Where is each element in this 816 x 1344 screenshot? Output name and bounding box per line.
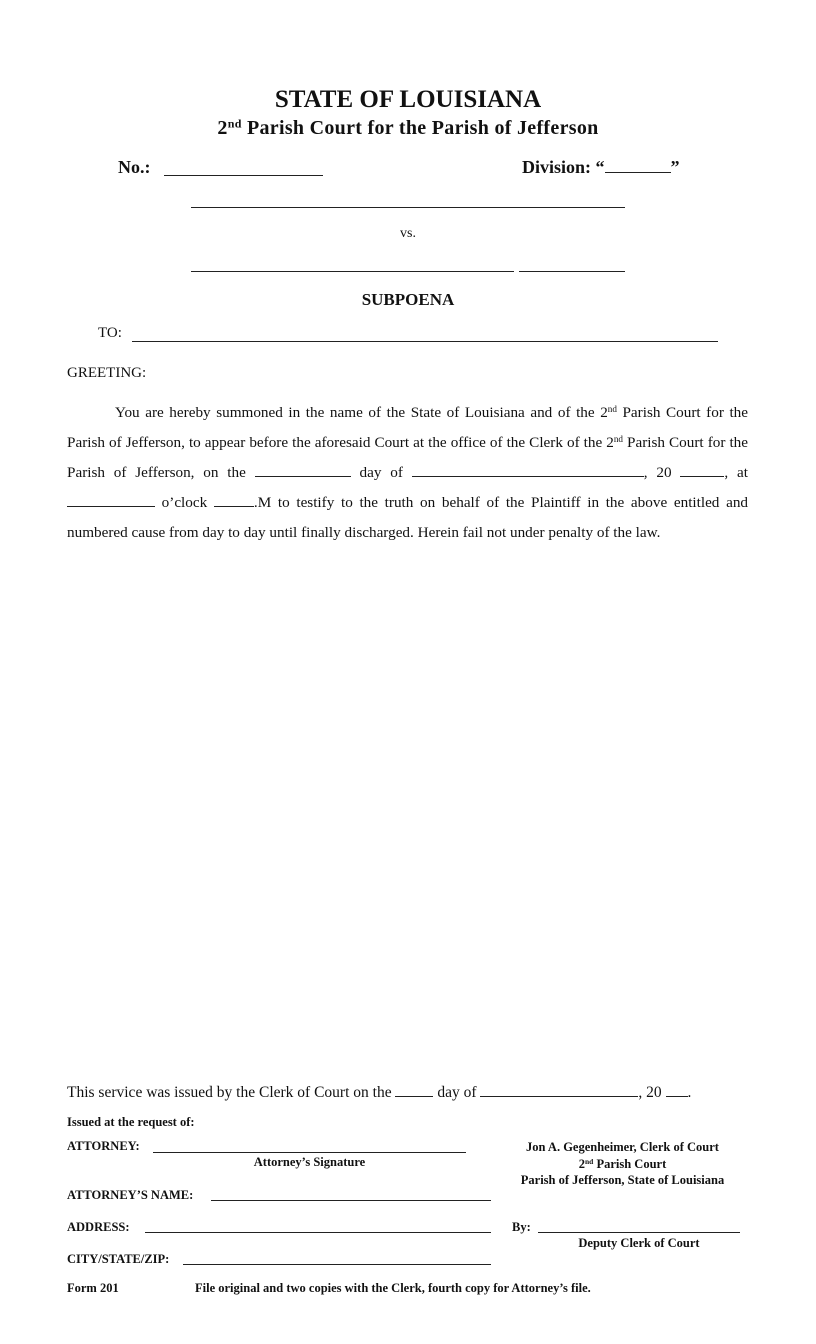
address-field[interactable] [145, 1232, 491, 1233]
clerk-parish: Parish of Jefferson, State of Louisiana [520, 1173, 725, 1187]
document-title: SUBPOENA [361, 290, 455, 309]
defendant-field[interactable] [191, 271, 514, 272]
deputy-clerk-caption: Deputy Clerk of Court [578, 1236, 700, 1250]
court-ordinal-suffix: nd [227, 116, 242, 131]
case-number-label: No.: [118, 157, 151, 177]
attorney-signature-field[interactable] [153, 1152, 466, 1153]
attorney-name-label: ATTORNEY’S NAME: [67, 1188, 194, 1202]
division-field[interactable] [605, 158, 671, 173]
court-name: Parish Court for the Parish of Jefferson [241, 117, 599, 139]
case-number-field[interactable] [164, 175, 323, 176]
appear-year-field[interactable] [680, 464, 724, 477]
court-title [0, 117, 816, 140]
to-field[interactable] [132, 341, 718, 342]
service-year-field[interactable] [666, 1084, 688, 1097]
form-number: Form 201 [67, 1281, 119, 1295]
service-statement: This service was issued by the Clerk of Court on the day of , 20 . [67, 1084, 692, 1101]
appear-time-field[interactable] [67, 494, 155, 507]
appear-month-field[interactable] [412, 464, 644, 477]
attorney-signature-caption: Attorney’s Signature [253, 1155, 366, 1169]
plaintiff-field[interactable] [191, 207, 625, 208]
deputy-clerk-signature-field[interactable] [538, 1232, 740, 1233]
city-state-zip-field[interactable] [183, 1264, 491, 1265]
court-ordinal: 2 [217, 117, 228, 139]
city-state-zip-label: CITY/STATE/ZIP: [67, 1252, 170, 1266]
by-label: By: [512, 1220, 531, 1234]
division-label: Division: “ ” [522, 157, 680, 177]
address-label: ADDRESS: [67, 1220, 130, 1234]
clerk-court: 2nd Parish Court [578, 1156, 667, 1171]
attorney-label: ATTORNEY: [67, 1139, 140, 1153]
vs-label: vs. [400, 226, 416, 241]
issued-request-label: Issued at the request of: [67, 1115, 195, 1129]
to-label: TO: [98, 325, 122, 341]
attorney-name-field[interactable] [211, 1200, 491, 1201]
state-title: STATE OF LOUISIANA [274, 86, 542, 113]
filing-instructions: File original and two copies with the Clerk, fourth copy for Attorney’s file. [195, 1281, 591, 1295]
clerk-block [500, 1139, 745, 1189]
defendant-extra-field[interactable] [519, 271, 625, 272]
clerk-name: Jon A. Gegenheimer, Clerk of Court [526, 1140, 719, 1154]
service-day-field[interactable] [395, 1084, 433, 1097]
greeting-label: GREETING: [67, 365, 147, 381]
service-month-field[interactable] [480, 1084, 638, 1097]
appear-day-field[interactable] [255, 464, 351, 477]
summons-paragraph: You are hereby summoned in the name of the State of Louisiana and of the 2nd Parish Court for the Parish of Jefferson, to appear before the aforesaid Court at the office of the Clerk of the 2nd Parish Court for the Parish of Jefferson, on the day of , 20 , at o’clock .M to testify to the truth on behalf of the Plaintiff in the above entitled and numbered cause from day to day until finally discharged. Herein fail not under penalty of the law. [67, 403, 749, 541]
appear-ampm-field[interactable] [214, 494, 254, 507]
